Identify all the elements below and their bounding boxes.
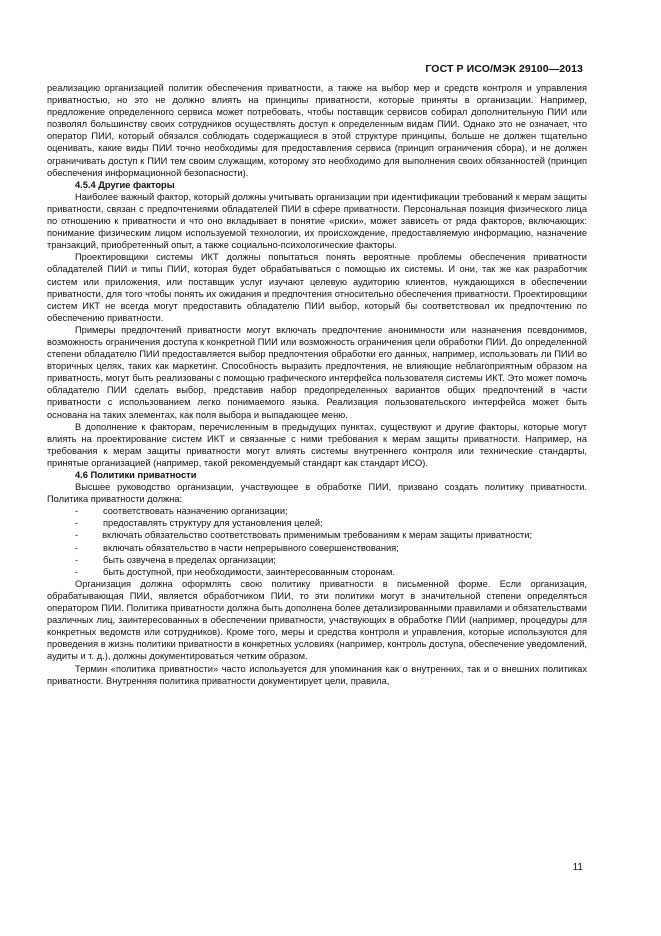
list-item-text: включать обязательство в части непрерывного совершенствования; (103, 542, 399, 553)
paragraph-continuation: реализацию организацией политик обеспечения приватности, а также на выбор мер и средств контроля и управления приватностью, но это не должно влиять на принципы приватности, которые приняты в организации. Например, предложение определенного сервиса может потребовать, чтобы поставщик сервисов собирал дополнительную ПИИ или позволял большинству своих сотрудников осуществлять доступ к определенным видам ПИИ. Однако это не означает, что оператор ПИИ, который обязался соблюдать содержащиеся в этой структуре принципы, больше не должен тщательно оценивать, какие виды ПИИ точно необходимы для предоставления сервиса (принцип ограничения сбора), и не должен ограничивать доступ к ПИИ тем своим служащим, которому это необходимо для выполнения своих обязанностей (принцип обеспечения информационной безопасности). (47, 83, 587, 178)
list-bullet: - (75, 506, 79, 517)
list-item-text: быть озвучена в пределах организации; (103, 554, 276, 565)
list-item-text: предоставлять структуру для установления целей; (103, 518, 323, 529)
list-item (47, 554, 587, 566)
section-heading-4-5-4: 4.5.4 Другие факторы (75, 179, 175, 190)
section-heading-4-6: 4.6 Политики приватности (75, 470, 197, 480)
list-item-text: быть доступной, при необходимости, заинтересованным сторонам. (103, 566, 395, 577)
list-item-text: включать обязательство соответствовать применимым требованиям к мерам защиты приватности; (102, 530, 533, 541)
list-item (47, 505, 587, 517)
list-item-wrapped (47, 529, 587, 541)
page-content (47, 82, 587, 687)
list-bullet: - (75, 542, 79, 553)
list-bullet: - (75, 518, 79, 529)
paragraph: В дополнение к факторам, перечисленным в предыдущих пунктах, существуют и другие факторы, которые могут влиять на проектирование систем ИКТ и связанные с ними требования к мерам защиты приватности. Например, на требования к мерам защиты приватности могут влиять системы внутреннего контроля или технические стандарты, принятые организацией (например, такой рекомендуемый стандарт как стандарт ИСО). (47, 421, 587, 468)
paragraph: Высшее руководство организации, участвующее в обработке ПИИ, призвано создать политику приватности. Политика приватности должна: (47, 482, 587, 505)
list-item (47, 517, 587, 529)
list-bullet: - (75, 566, 79, 577)
paragraph: Термин «политика приватности» часто используется для упоминания как о внутренних, так и о внешних политиках приватности. Внутренняя политика приватности документирует цели, правила, (47, 663, 587, 686)
paragraph: Примеры предпочтений приватности могут включать предпочтение анонимности или назначения псевдонимов, возможность ограничения доступа к конкретной ПИИ или возможность ограничения цели обработки ПИИ. До определенной степени обладателю ПИИ предоставляется выбор предпочтения обработки его данных, например, использовать ли ПИИ во вторичных целях, таких как маркетинг. Способность выразить предпочтения, не влияющие неблагоприятным образом на приватность, могут быть реализованы с помощью графического интерфейса пользователя системы ИКТ. Это может помочь обладателю ПИИ сделать выбор, представив набор предопределенных вариантов общих предпочтений в части приватности с использованием легко понимаемого языка. Реализация пользовательского интерфейса может быть основана на таких элементах, как поля выбора и выпадающее меню. (47, 324, 587, 420)
standard-code-header: ГОСТ Р ИСО/МЭК 29100—2013 (425, 63, 583, 75)
list-item (47, 542, 587, 554)
paragraph: Наиболее важный фактор, который должны учитывать организации при идентификации требований к мерам защиты приватности, связан с предпочтениями обладателей ПИИ в сфере приватности. Персональная позиция физического лица по отношению к приватности и что оно вкладывает в понятие «риски», может зависеть от ряда факторов, включающих: понимание физическим лицом используемой технологии, их происхождение, предоставляемую информацию, назначение транзакций, приобретенный опыт, а также социально-психологические факторы. (47, 191, 587, 251)
list-bullet: - (75, 530, 79, 541)
page-number: 11 (572, 862, 583, 873)
paragraph: Проектировщики системы ИКТ должны попытаться понять вероятные проблемы обеспечения приватности обладателей ПИИ и типы ПИИ, которая будет обрабатываться с помощью их системы. И они, так же как разработчик систем или приложения, или поставщик услуг изучают целевую аудиторию клиентов, нуждающихся в обеспечении приватности, для того чтобы понять их ожидания и предпочтения относительно обеспечения приватности. Проектировщики систем ИКТ не всегда могут предоставить обладателю ПИИ выбор, который бы соответствовал их предпочтению по обеспечению приватности. (47, 252, 587, 323)
list-item (47, 566, 587, 578)
list-bullet: - (75, 554, 79, 565)
paragraph: Организация должна оформлять свою политику приватности в письменной форме. Если организация, обрабатывающая ПИИ, является обработчиком ПИИ, то эти политики могут в значительной степени определяться оператором ПИИ. Политика приватности должна быть дополнена более детализированными правилами и обязательствами различных лиц, заинтересованных в обеспечении приватности, участвующих в обработке ПИИ (например, процедуры для конкретных ведомств или сотрудников). Кроме того, меры и средства контроля и управления, которые используются для проведения в жизнь политики приватности в конкретных условиях (например, контроль доступа, обеспечение уведомлений, аудиты и т. д.), должны документироваться четким образом. (47, 578, 587, 662)
list-item-text: соответствовать назначению организации; (103, 506, 288, 517)
